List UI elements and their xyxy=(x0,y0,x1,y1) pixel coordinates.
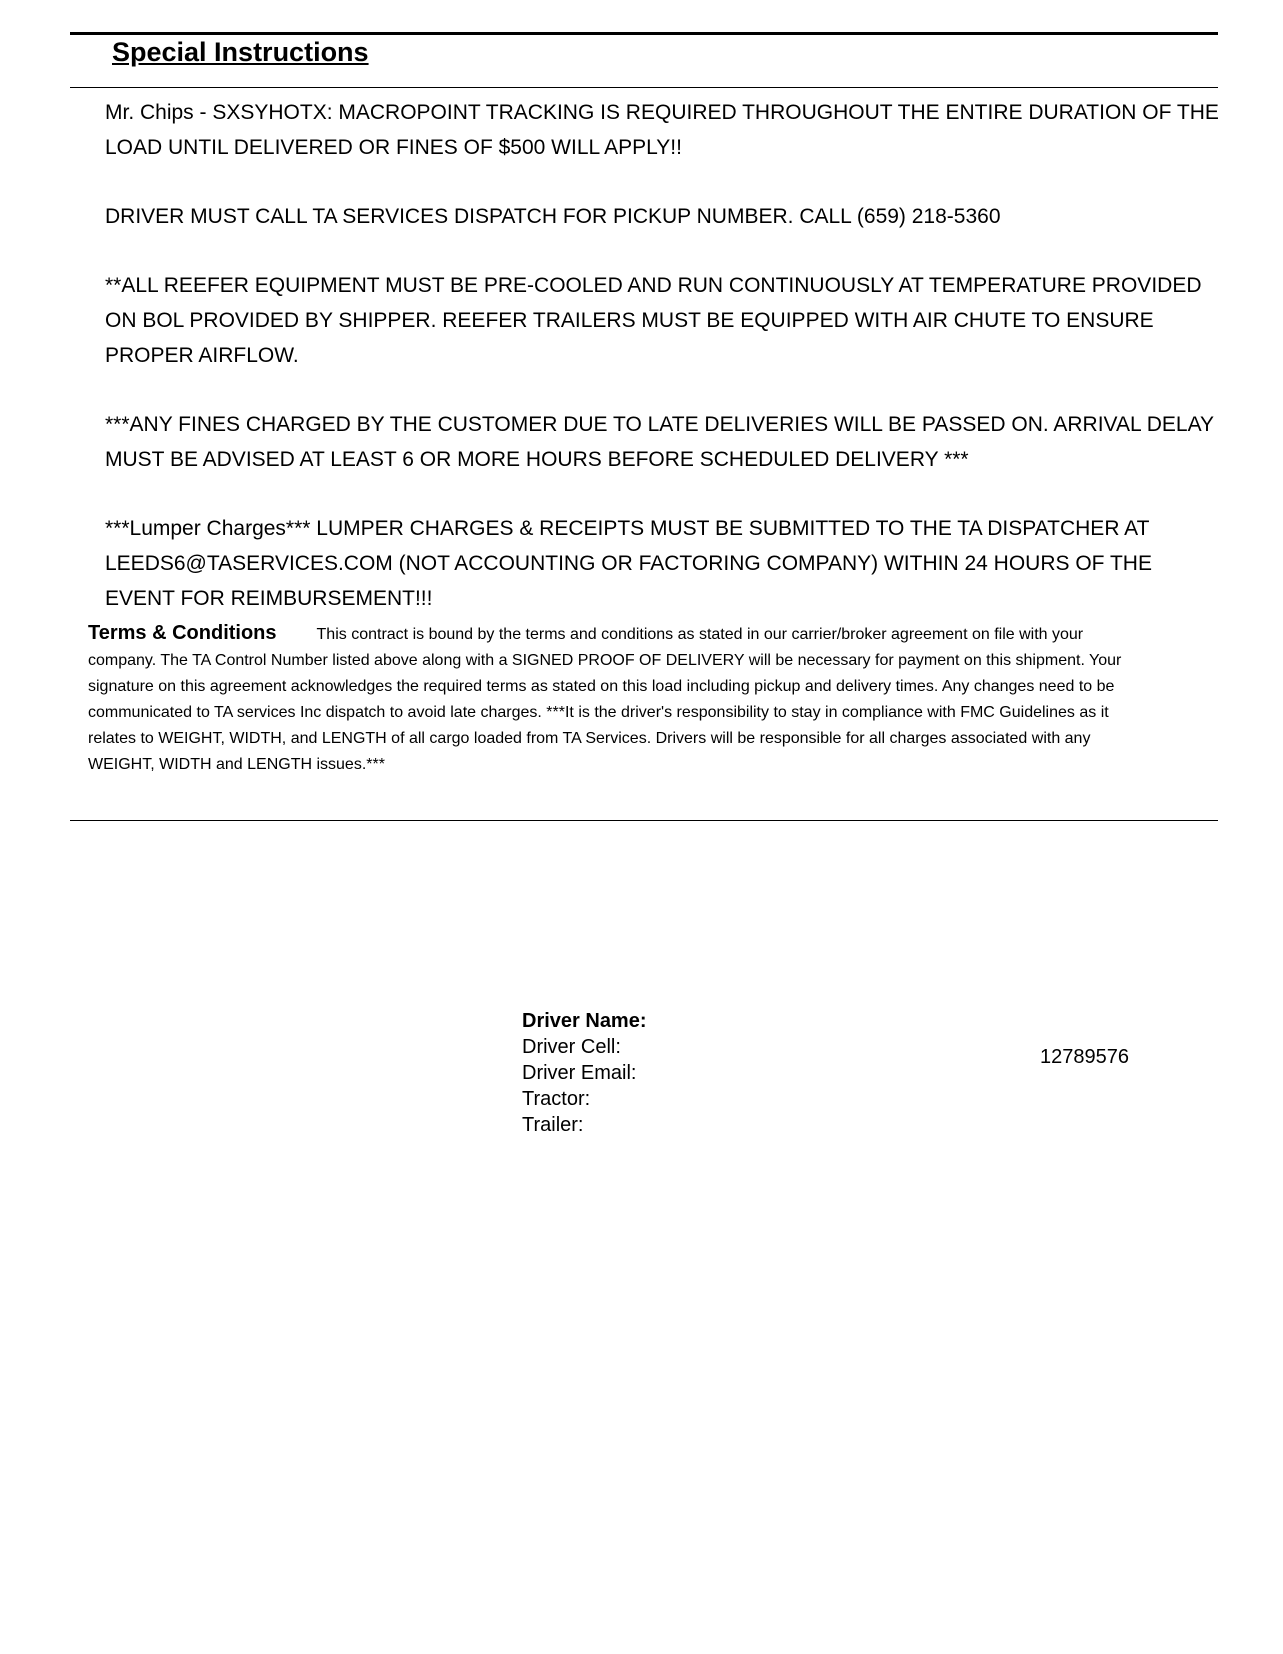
special-instructions xyxy=(105,95,1225,650)
terms-divider xyxy=(70,820,1218,821)
instruction-tracking: Mr. Chips - SXSYHOTX: MACROPOINT TRACKING IS REQUIRED THROUGHOUT THE ENTIRE DURATION OF THE LOAD UNTIL DELIVERED OR FINES OF $500 WILL APPLY!! xyxy=(105,101,1219,159)
tractor-label: Tractor: xyxy=(522,1088,591,1110)
driver-email-label: Driver Email: xyxy=(522,1062,637,1084)
instruction-pickup-call: DRIVER MUST CALL TA SERVICES DISPATCH FOR PICKUP NUMBER. CALL (659) 218-5360 xyxy=(105,205,1001,228)
instruction-lumper: ***Lumper Charges*** LUMPER CHARGES & RECEIPTS MUST BE SUBMITTED TO THE TA DISPATCHER AT LEEDS6@TASERVICES.COM (NOT ACCOUNTING OR FACTORING COMPANY) WITHIN 24 HOURS OF THE EVENT FOR REIMBURSEMENT!!! xyxy=(105,517,1152,610)
trailer-label: Trailer: xyxy=(522,1114,584,1136)
driver-name-label: Driver Name: xyxy=(522,1010,647,1032)
driver-cell-label: Driver Cell: xyxy=(522,1036,621,1058)
terms-body: This contract is bound by the terms and conditions as stated in our carrier/broker agreement on file with your company. The TA Control Number listed above along with a SIGNED PROOF OF DELIVERY will be necessary for payment on this shipment. Your signature on this agreement acknowledges the required terms as stated on this load including pickup and delivery times. Any changes need to be communicated to TA services Inc dispatch to avoid late charges. ***It is the driver's responsibility to stay in compliance with FMC Guidelines as it relates to WEIGHT, WIDTH, and LENGTH of all cargo loaded from TA Services. Drivers will be responsible for all charges associated with any WEIGHT, WIDTH and LENGTH issues.*** xyxy=(88,626,1122,773)
control-number: 12789576 xyxy=(1040,1046,1129,1068)
title-divider xyxy=(70,87,1218,88)
instruction-late-fines: ***ANY FINES CHARGED BY THE CUSTOMER DUE TO LATE DELIVERIES WILL BE PASSED ON. ARRIVAL DELAY MUST BE ADVISED AT LEAST 6 OR MORE HOURS BEFORE SCHEDULED DELIVERY *** xyxy=(105,413,1214,471)
terms-heading: Terms & Conditions xyxy=(88,622,277,644)
top-rule xyxy=(70,32,1218,35)
page-title: Special Instructions xyxy=(112,37,369,67)
instruction-reefer: **ALL REEFER EQUIPMENT MUST BE PRE-COOLED AND RUN CONTINUOUSLY AT TEMPERATURE PROVIDED ON BOL PROVIDED BY SHIPPER. REEFER TRAILERS MUST BE EQUIPPED WITH AIR CHUTE TO ENSURE PROPER AIRFLOW. xyxy=(105,274,1202,367)
terms-and-conditions xyxy=(88,620,1128,778)
driver-info xyxy=(522,1008,647,1138)
